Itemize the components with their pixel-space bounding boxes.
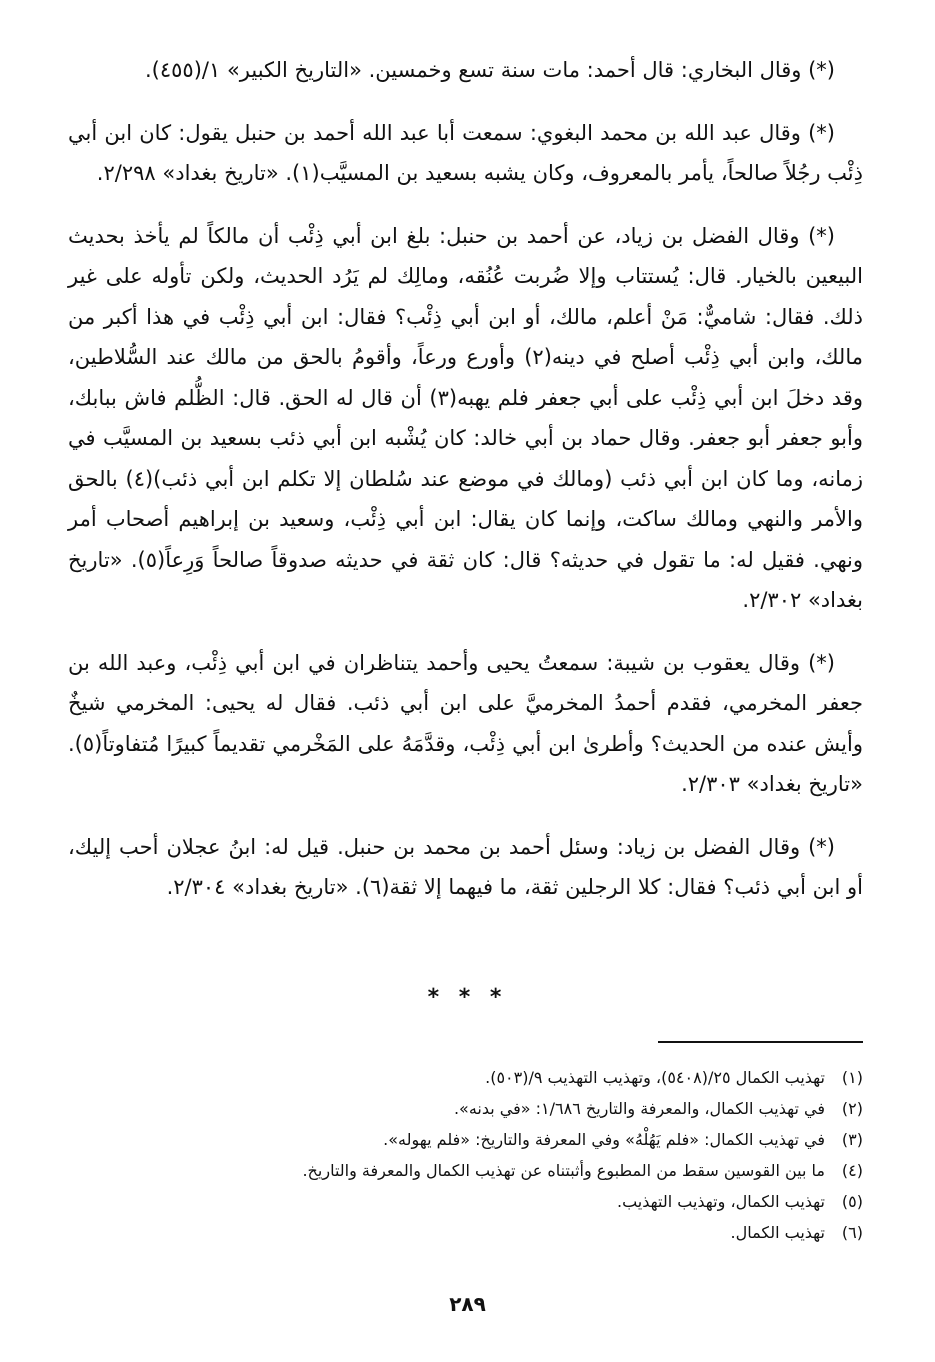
page-number: ٢٨٩ (449, 1292, 486, 1316)
paragraph-bukhari: (*) وقال البخاري: قال أحمد: مات سنة تسع وخمسين. «التاريخ الكبير» ١/(٤٥٥). (144, 58, 835, 82)
footnote-number: (٦) (841, 1223, 863, 1242)
footnote-number: (٣) (841, 1130, 863, 1149)
footnote-text: في تهذيب الكمال: «فلم يَهُلْهُ» وفي المعرفة والتاريخ: «فلم يهوله». (383, 1130, 825, 1149)
footnote-text: ما بين القوسين سقط من المطبوع وأثبتناه عن تهذيب الكمال والمعرفة والتاريخ. (302, 1161, 825, 1180)
footnote-item (68, 1155, 863, 1186)
footnote-text: في تهذيب الكمال، والمعرفة والتاريخ ١/٦٨٦: «في بدنه». (453, 1099, 825, 1118)
footnote-text: تهذيب الكمال. (730, 1223, 825, 1242)
paragraph-baghawi: (*) وقال عبد الله بن محمد البغوي: سمعت أبا عبد الله أحمد بن حنبل يقول: كان ابن أبي ذِئْب رجُلاً صالحاً، يأمر بالمعروف، وكان يشبه بسعيد بن المسيَّب(١). «تاريخ بغداد» ٢/٢٩٨. (68, 120, 863, 185)
footnote-item (68, 1217, 863, 1248)
footnote-item (68, 1186, 863, 1217)
main-text (68, 50, 863, 930)
footnote-number: (١) (841, 1068, 863, 1087)
footnote-item (68, 1093, 863, 1124)
paragraph-fadl-second: (*) وقال الفضل بن زياد: وسئل أحمد بن محمد بن حنبل. قيل له: ابنُ عجلان أحب إليك، أو ابن أبي ذئب؟ فقال: كلا الرجلين ثقة، ما فيهما إلا ثقة(٦). «تاريخ بغداد» ٢/٣٠٤. (68, 834, 863, 899)
footnote-number: (٢) (841, 1099, 863, 1118)
paragraph-yaqub-ibn-shayba: (*) وقال يعقوب بن شيبة: سمعتُ يحيى وأحمد يتناظران في ابن أبي ذِئْب، وعبد الله بن جعفر المخرمي، فقدم أحمدُ المخرميَّ على ابن أبي ذئب. فقال له يحيى: المخرمي شيخٌ وأيش عنده من الحديث؟ وأطرىٰ ابن أبي ذِئْب، وقدَّمَهُ على المَخْرمي تقديماً كبيرًا مُتفاوتاً(٥). «تاريخ بغداد» ٢/٣٠٣. (68, 650, 863, 796)
footnote-number: (٥) (841, 1192, 863, 1211)
footnote-number: (٤) (841, 1161, 863, 1180)
footnote-item (68, 1062, 863, 1093)
section-separator: * * * (427, 985, 508, 1010)
footnote-text: تهذيب الكمال، وتهذيب التهذيب. (616, 1192, 825, 1211)
footnote-item (68, 1124, 863, 1155)
footnote-rule (658, 1041, 863, 1043)
footnote-text: تهذيب الكمال ٢٥/(٥٤٠٨)، وتهذيب التهذيب ٩/(٥٠٣). (485, 1068, 825, 1087)
paragraph-fadl-ibn-ziyad: (*) وقال الفضل بن زياد، عن أحمد بن حنبل: بلغ ابن أبي ذِئْب أن مالكاً لم يأخذ بحديث البيعين بالخيار. قال: يُستتاب وإلا ضُربت عُنُقه، ومالِك لم يَرُد الحديث، ولكن تأوله على غير ذلك. فقال: شاميٌّ: مَنْ أعلم، مالك، أو ابن أبي ذِئْب؟ فقال: ابن أبي ذِئْب في هذا أكبر من مالك، وابن أبي ذِئْب أصلح في دينه(٢) وأورع ورعاً، وأقومُ بالحق من مالك عند السُّلاطين، وقد دخلَ ابن أبي ذِئْب على أبي جعفر فلم يهبه(٣) أن قال له الحق. قال: الظُّلم فاش ببابك، وأبو جعفر أبو جعفر. وقال حماد بن أبي خالد: كان يُشْبه ابن أبي ذئب بسعيد بن المسيَّب في زمانه، وما كان ابن أبي ذئب (ومالك في موضع عند سُلطان إلا تكلم ابن أبي ذئب)(٤) بالحق والأمر والنهي ومالك ساكت، وإنما كان يقال: ابن أبي ذِئْب، وسعيد بن إبراهيم أصحاب أمر ونهي. فقيل له: ما تقول في حديثه؟ قال: كان ثقة في حديثه صدوقاً صالحاً وَرِعاً(٥). «تاريخ بغداد» ٢/٣٠٢. (68, 223, 864, 612)
footnotes (68, 1062, 863, 1248)
